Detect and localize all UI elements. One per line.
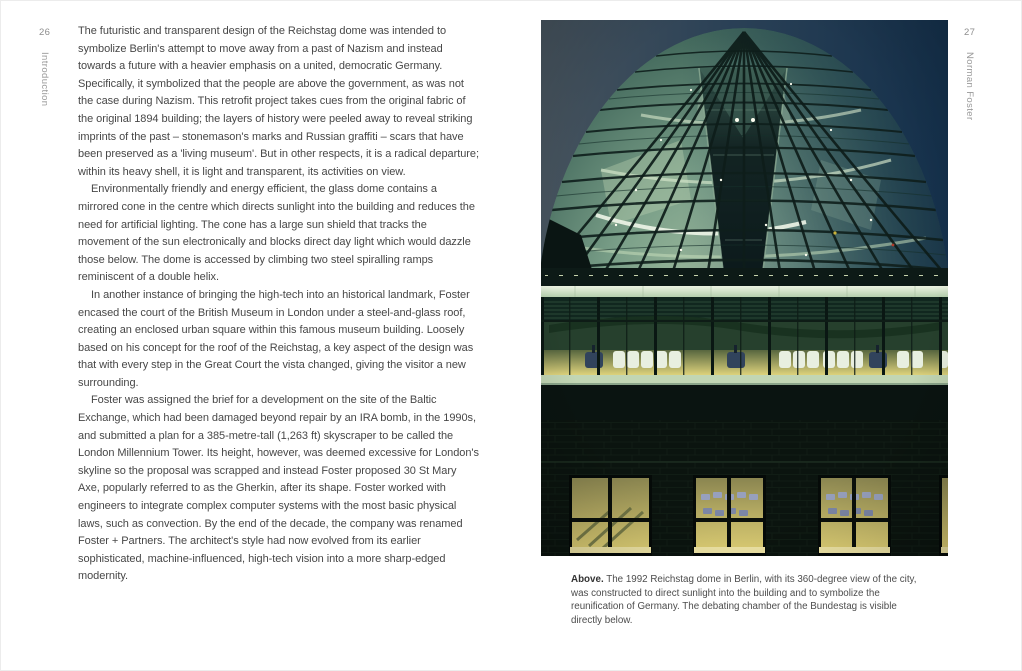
page-number-left: 26 xyxy=(39,27,51,38)
page-number-right: 27 xyxy=(964,27,976,38)
stone-facade xyxy=(541,385,948,556)
reichstag-dome-illustration xyxy=(541,20,948,556)
yellow-light xyxy=(833,231,836,234)
glazed-terrace-level xyxy=(541,297,948,375)
paragraph-3: In another instance of bringing the high-tech into an historical landmark, Foster encased the court of the British Museum in London under a steel-and-glass roof, creating an enclosed urban square within this famous museum building. Loosely based on his concept for the roof of the Reichstag, a key aspect of the design was that with every step in the Great Court the vista changed, giving the visitor a new surrounding. xyxy=(78,288,474,389)
photo-caption xyxy=(571,573,925,627)
caption-text: The 1992 Reichstag dome in Berlin, with its 360-degree view of the city, was constructed to direct sunlight into the building and to symbolize the reunification of Germany. The debating chamber of the Bundestag is visible directly below. xyxy=(571,574,917,626)
paragraph-2: Environmentally friendly and energy efficient, the glass dome contains a mirrored cone in the centre which directs sunlight into the building and reduces the need for artificial lighting. The cone has a large sun shield that tracks the movement of the sun electronically and blocks direct day light which would dazzle those below. The dome is accessed by climbing two steel spiralling ramps reminiscent of a double helix. xyxy=(78,183,475,284)
side-label-norman-foster: Norman Foster xyxy=(964,52,975,121)
caption-prefix: Above. xyxy=(571,574,604,585)
side-label-introduction: Introduction xyxy=(39,52,50,107)
banquet-tables xyxy=(613,351,948,368)
paragraph-1: The futuristic and transparent design of the Reichstag dome was intended to symbolize Berlin's attempt to move away from a past of Nazism and instead towards a future with a heavier emphasis on a united, democratic Germany. Specifically, it symbolized that the people are above the government, as was not the case during Nazism. This retrofit project takes cues from the original fabric of the original 1894 building; the layers of history were peeled away to reveal striking imprints of the past – stonemason's marks and Russian graffiti – scars that have been preserved as a 'living museum'. But in other respects, it is a radical departure; within its heavy shell, it is light and transparent, its activities on view. xyxy=(78,25,479,178)
ring-beam xyxy=(541,286,948,297)
body-text-column xyxy=(78,23,480,586)
paragraph-4: Foster was assigned the brief for a development on the site of the Baltic Exchange, which had been damaged beyond repair by an IRA bomb, in the 1990s, and submitted a plan for a 385-metre-tall (1,263 ft) skyscraper to be called the London Millennium Tower. Its height, however, was deemed excessive for London's skyline so the proposal was scrapped and instead Foster proposed 30 St Mary Axe, popularly referred to as the Gherkin, after its shape. Foster worked with engineers to integrate complex computer systems with the most basic physical laws, such as convection. By the end of the decade, the company was renamed Foster + Partners. The architect's style had now evolved from its earlier sophisticated, machine-influenced, high-tech vision into a more sharp-edged modernity. xyxy=(78,394,479,583)
red-signal-light xyxy=(892,244,895,247)
reichstag-dome-photo xyxy=(541,20,948,556)
